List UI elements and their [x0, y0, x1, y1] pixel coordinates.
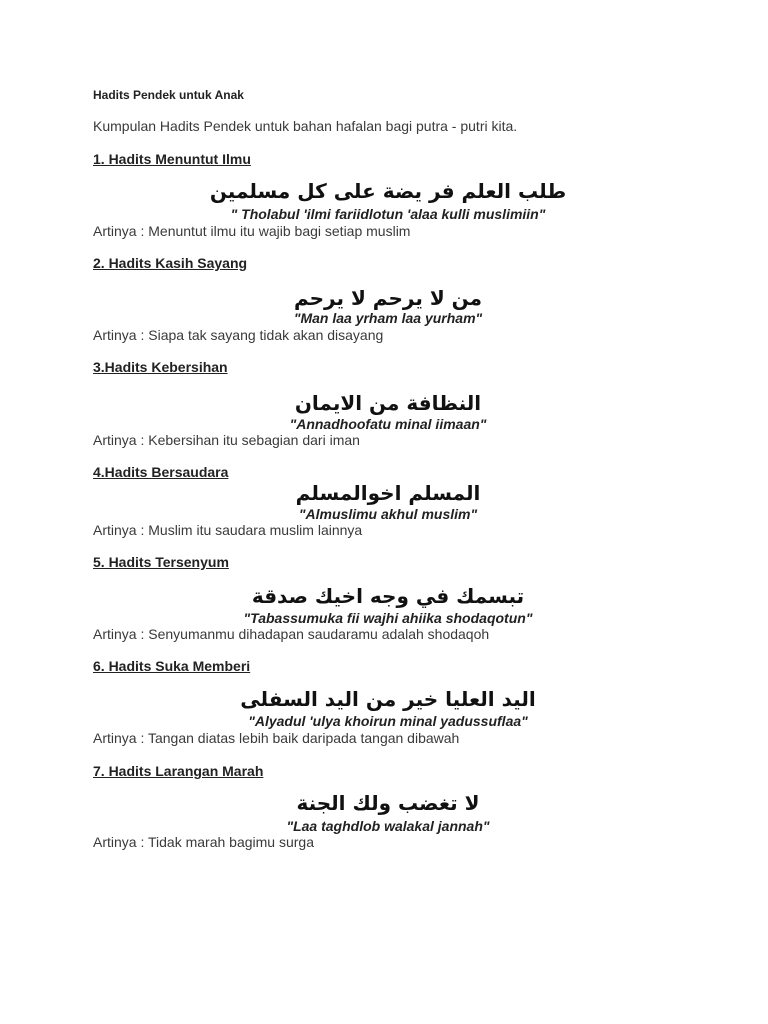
- hadith-arabic: اليد العليا خير من اليد السفلى: [240, 687, 536, 711]
- hadith-transliteration: "Almuslimu akhul muslim": [298, 506, 478, 522]
- hadith-title: 3.Hadits Kebersihan: [93, 359, 228, 375]
- hadith-meaning: Artinya : Siapa tak sayang tidak akan disayang: [93, 327, 384, 343]
- intro-text: Kumpulan Hadits Pendek untuk bahan hafalan bagi putra - putri kita.: [93, 118, 518, 134]
- hadith-arabic: تبسمك في وجه اخيك صدقة: [251, 584, 525, 608]
- hadith-meaning: Artinya : Tangan diatas lebih baik daripada tangan dibawah: [93, 730, 460, 746]
- hadith-meaning: Artinya : Tidak marah bagimu surga: [93, 834, 314, 850]
- hadith-transliteration: "Tabassumuka fii wajhi ahiika shodaqotun": [243, 610, 533, 626]
- hadith-transliteration: "Annadhoofatu minal iimaan": [289, 416, 487, 432]
- hadith-transliteration: "Man laa yrham laa yurham": [293, 310, 483, 326]
- hadith-arabic: المسلم اخوالمسلم: [295, 481, 481, 505]
- hadith-title: 4.Hadits Bersaudara: [93, 464, 229, 480]
- hadith-title: 2. Hadits Kasih Sayang: [93, 255, 248, 271]
- hadith-meaning: Artinya : Kebersihan itu sebagian dari iman: [93, 432, 360, 448]
- hadith-title: 6. Hadits Suka Memberi: [93, 658, 251, 674]
- hadith-arabic: النظافة من الايمان: [294, 391, 482, 415]
- hadith-transliteration: "Alyadul 'ulya khoirun minal yadussuflaa": [248, 713, 528, 729]
- hadith-title: 7. Hadits Larangan Marah: [93, 763, 264, 779]
- hadith-meaning: Artinya : Menuntut ilmu itu wajib bagi setiap muslim: [93, 223, 411, 239]
- hadith-transliteration: " Tholabul 'ilmi fariidlotun 'alaa kulli muslimiin": [230, 206, 546, 222]
- hadith-meaning: Artinya : Muslim itu saudara muslim lainnya: [93, 522, 363, 538]
- hadith-arabic: من لا يرحم لا يرحم: [293, 286, 483, 310]
- hadith-title: 5. Hadits Tersenyum: [93, 554, 229, 570]
- hadith-transliteration: "Laa taghdlob walakal jannah": [286, 818, 490, 834]
- hadith-arabic: لا تغضب ولك الجنة: [296, 791, 480, 815]
- document-title: Hadits Pendek untuk Anak: [93, 88, 244, 102]
- hadith-arabic: طلب العلم فر يضة على كل مسلمين: [209, 179, 567, 203]
- hadith-title: 1. Hadits Menuntut Ilmu: [93, 151, 251, 167]
- hadith-meaning: Artinya : Senyumanmu dihadapan saudaramu adalah shodaqoh: [93, 626, 490, 642]
